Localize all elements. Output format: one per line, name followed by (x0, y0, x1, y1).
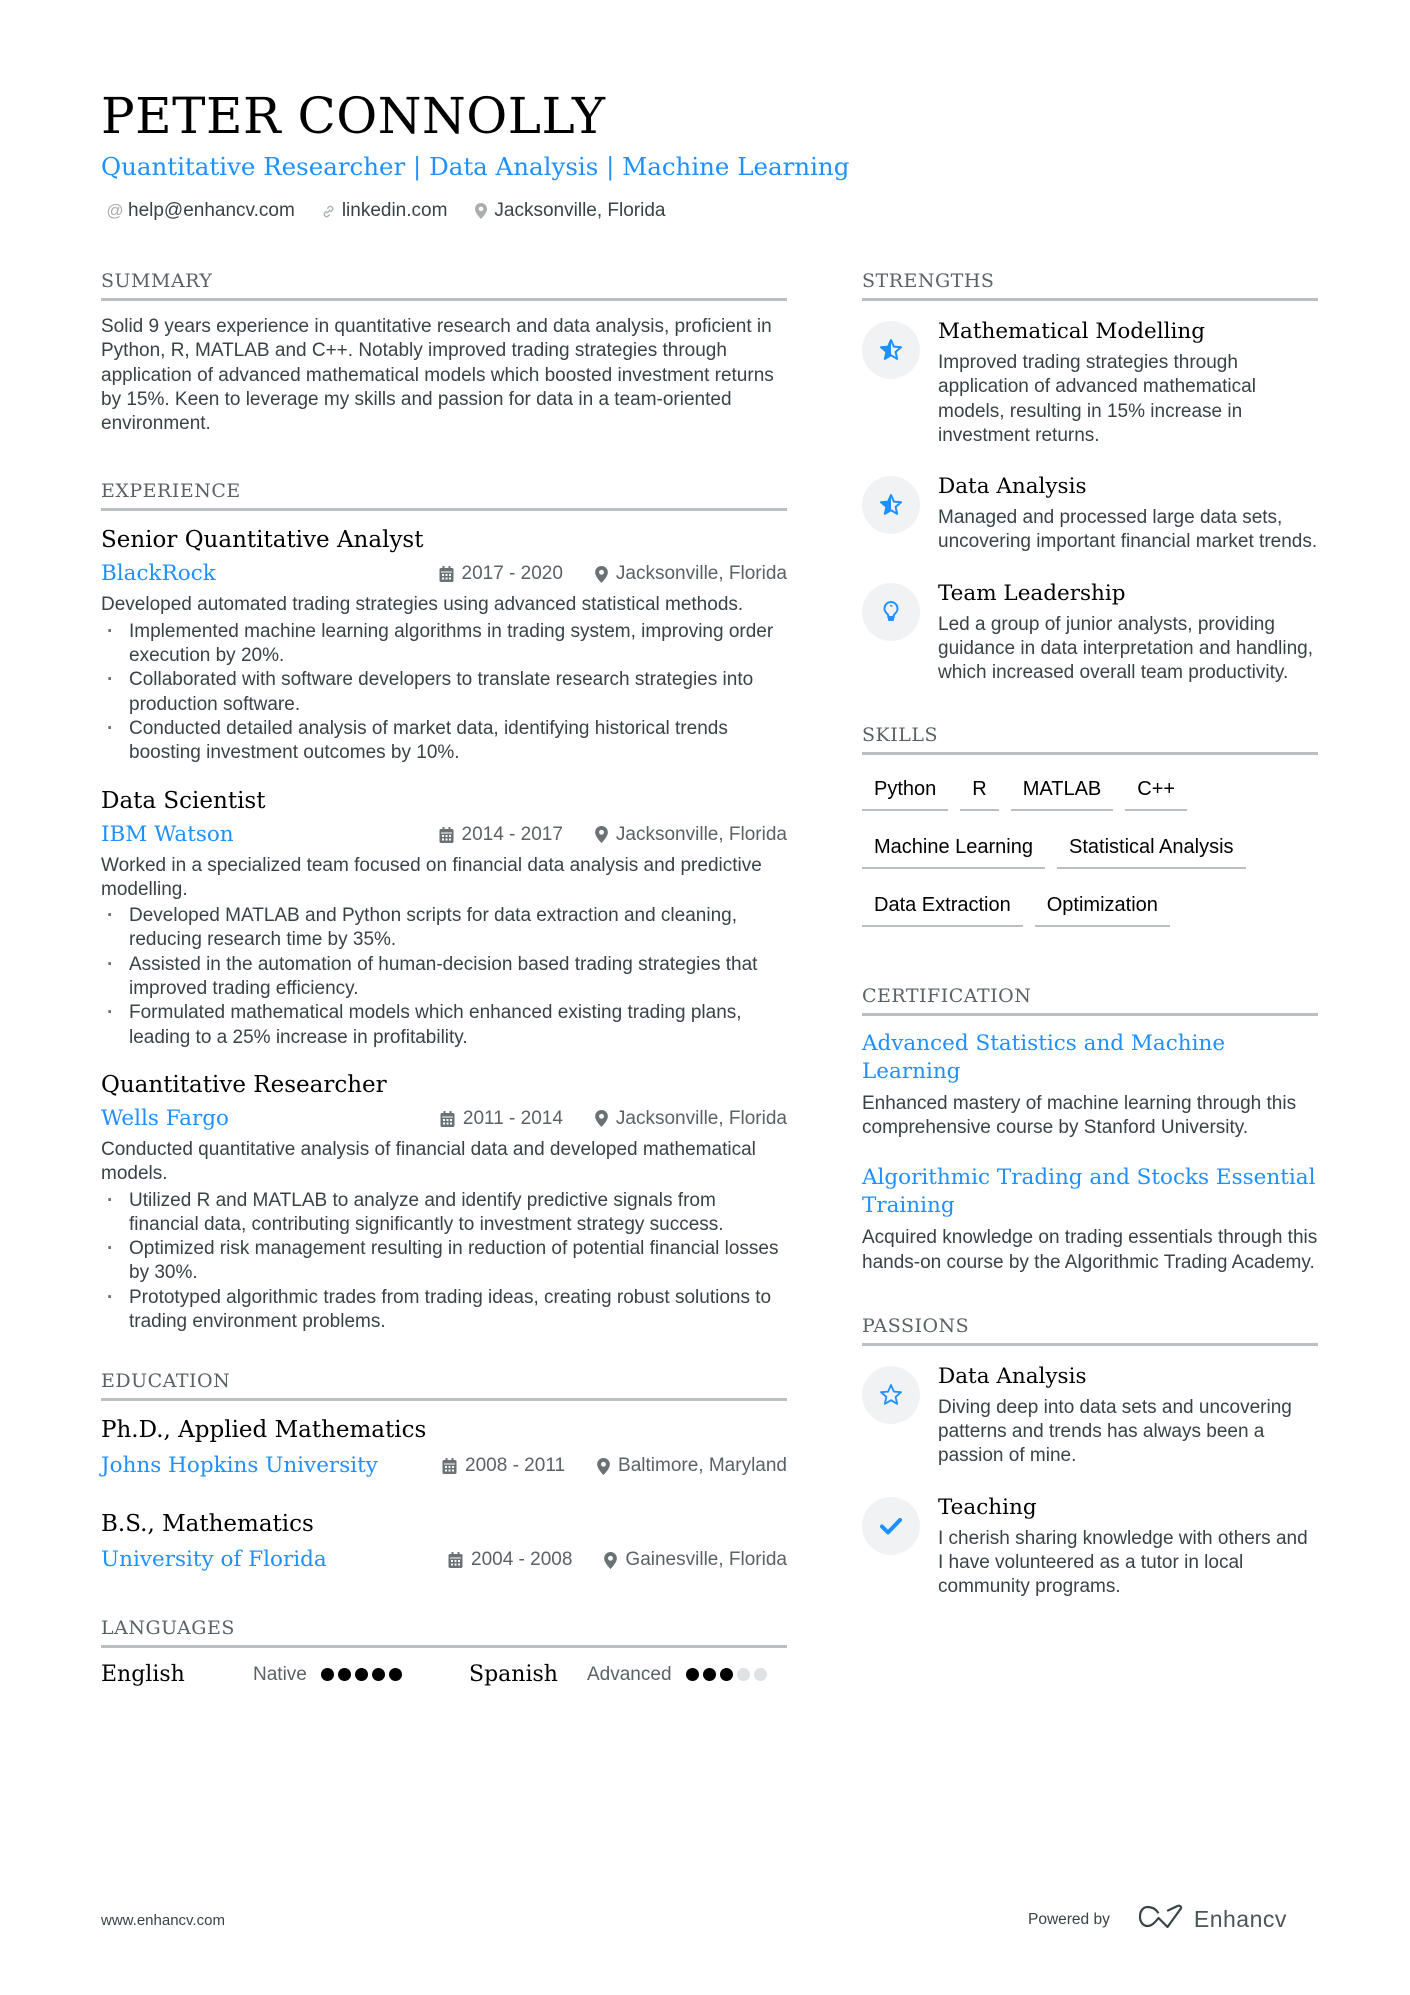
strength-item (862, 321, 1318, 448)
passion-description: Diving deep into data sets and uncovering patterns and trends has always been a passion of mine. (938, 1396, 1292, 1467)
summary-section (101, 268, 787, 436)
bullet-item: · Assisted in the automation of human-decision based trading strategies that improved trading efficiency. (101, 953, 787, 1002)
right-column (862, 268, 1318, 1642)
skill-tag: Machine Learning (862, 833, 1045, 869)
dot-filled (389, 1668, 402, 1681)
education-meta (101, 1451, 787, 1481)
certification-title[interactable]: Advanced Statistics and Machine Learning (862, 1030, 1226, 1084)
certification-description: Enhanced mastery of machine learning through this comprehensive course by Stanford University. (862, 1092, 1297, 1138)
passion-item (862, 1494, 1318, 1600)
calendar-icon (439, 566, 454, 582)
bullet-item: · Conducted detailed analysis of market data, identifying historical trends boosting investment outcomes by 10%. (101, 717, 787, 766)
skill-tag: Data Extraction (862, 891, 1023, 927)
powered-by-label: Powered by (1028, 1910, 1110, 1928)
company-name[interactable]: BlackRock (101, 561, 216, 587)
experience-item (101, 525, 787, 765)
passion-item (862, 1363, 1318, 1469)
bullet-item: · Utilized R and MATLAB to analyze and identify predictive signals from financial data, contributing significantly to investment strategy success. (101, 1189, 787, 1238)
certification-item (862, 1164, 1318, 1275)
job-meta (101, 559, 787, 589)
enhancv-brand: Enhancv (1193, 1906, 1287, 1932)
candidate-name: PETER CONNOLLY (101, 87, 606, 145)
strength-title: Data Analysis (938, 474, 1087, 500)
strength-item (862, 476, 1318, 555)
dot-empty (754, 1668, 767, 1681)
skill-tag: Python (862, 775, 948, 811)
contact-email-label: help@enhancv.com (128, 200, 295, 221)
language-item (469, 1662, 787, 1687)
dot-empty (737, 1668, 750, 1681)
summary-text: Solid 9 years experience in quantitative research and data analysis, proficient in Python, R, MATLAB and C++. Notably improved trading strategies through application of advanced mathematical models which boosted investment returns by 15%. Keen to leverage my skills and passion for data in a team-oriented environment. (101, 316, 774, 435)
footer-website[interactable]: www.enhancv.com (101, 1912, 225, 1929)
powered-by[interactable] (1028, 1904, 1287, 1935)
checkmark-icon (862, 1497, 920, 1555)
calendar-icon (439, 827, 454, 843)
job-location: Jacksonville, Florida (615, 823, 787, 845)
calendar-icon (448, 1552, 463, 1568)
headline: Quantitative Researcher | Data Analysis | Machine Learning (101, 152, 850, 181)
proficiency-dots (321, 1668, 402, 1681)
language-name: Spanish (469, 1662, 558, 1688)
location-pin-icon (595, 566, 608, 583)
skill-tag: C++ (1125, 775, 1187, 811)
contact-location (473, 200, 665, 222)
job-title: Quantitative Researcher (101, 1071, 387, 1098)
language-item (101, 1662, 469, 1687)
dot-filled (355, 1668, 368, 1681)
bullet-item: · Implemented machine learning algorithms in trading system, improving order execution by 20%. (101, 620, 787, 669)
enhancv-logo-icon (1138, 1904, 1186, 1935)
passions-section (862, 1313, 1318, 1600)
company-name[interactable]: Wells Fargo (101, 1105, 229, 1131)
certification-title[interactable]: Algorithmic Trading and Stocks Essential Training (862, 1165, 1316, 1219)
strength-description: Managed and processed large data sets, uncovering important financial market trends. (938, 507, 1318, 553)
job-location: Jacksonville, Florida (615, 563, 787, 585)
strength-title: Mathematical Modelling (938, 319, 1206, 344)
skill-tag: MATLAB (1011, 775, 1114, 811)
education-location: Gainesville, Florida (625, 1549, 787, 1571)
experience-item (101, 786, 787, 1050)
certification-section (862, 983, 1318, 1275)
education-section (101, 1368, 787, 1575)
skills-section (862, 722, 1318, 927)
calendar-icon (442, 1458, 457, 1474)
skill-tag: Statistical Analysis (1057, 833, 1246, 869)
passion-description: I cherish sharing knowledge with others and I have volunteered as a tutor in local community programs. (938, 1527, 1308, 1598)
job-meta (101, 1104, 787, 1134)
section-title-experience: EXPERIENCE (101, 478, 787, 511)
section-title-languages: LANGUAGES (101, 1615, 787, 1648)
bullet-item: · Developed MATLAB and Python scripts for data extraction and cleaning, reducing research time by 35%. (101, 904, 787, 953)
language-level: Native (253, 1663, 307, 1685)
bullet-item: · Prototyped algorithmic trades from trading ideas, creating robust solutions to trading environment problems. (101, 1286, 787, 1335)
star-outline-icon (862, 1366, 920, 1424)
contact-linkedin[interactable] (321, 200, 448, 222)
strengths-section (862, 268, 1318, 686)
bullet-item: · Optimized risk management resulting in reduction of potential financial losses by 30%. (101, 1237, 787, 1286)
job-title: Data Scientist (101, 787, 266, 814)
job-dates: 2011 - 2014 (462, 1107, 563, 1129)
contact-email[interactable] (107, 200, 295, 222)
at-icon: @ (106, 201, 124, 220)
degree: Ph.D., Applied Mathematics (101, 1417, 427, 1444)
lightbulb-icon (862, 583, 920, 641)
strength-title: Team Leadership (938, 580, 1126, 606)
left-column (101, 268, 787, 1729)
education-dates: 2008 - 2011 (465, 1455, 566, 1477)
resume-header (101, 88, 1321, 222)
job-description: Conducted quantitative analysis of financial data and developed mathematical models. (101, 1138, 756, 1185)
experience-section (101, 478, 787, 1334)
bullet-item: · Collaborated with software developers to translate research strategies into production software. (101, 668, 787, 717)
location-pin-icon (604, 1552, 617, 1569)
location-pin-icon (595, 826, 608, 843)
certification-item (862, 1030, 1318, 1141)
section-title-passions: PASSIONS (862, 1313, 1318, 1346)
link-icon (321, 204, 337, 219)
languages-section (101, 1615, 787, 1687)
location-pin-icon (597, 1458, 610, 1475)
job-bullets (101, 1189, 787, 1335)
job-description: Developed automated trading strategies using advanced statistical methods. (101, 594, 744, 616)
skill-tag: Optimization (1035, 891, 1170, 927)
contact-location-label: Jacksonville, Florida (494, 200, 666, 221)
language-name: English (101, 1662, 185, 1688)
job-location: Jacksonville, Florida (615, 1107, 787, 1129)
education-dates: 2004 - 2008 (471, 1549, 573, 1571)
education-meta (101, 1545, 787, 1575)
passion-title: Teaching (938, 1494, 1037, 1520)
location-pin-icon (473, 203, 489, 219)
education-item (101, 1415, 787, 1481)
job-bullets (101, 904, 787, 1050)
education-location: Baltimore, Maryland (618, 1455, 787, 1477)
job-dates: 2014 - 2017 (461, 823, 563, 845)
school-name[interactable]: Johns Hopkins University (101, 1453, 378, 1479)
star-half-icon (862, 321, 920, 379)
proficiency-dots (686, 1668, 767, 1681)
strength-description: Led a group of junior analysts, providing guidance in data interpretation and handling, which increased overall team productivity. (938, 613, 1314, 684)
location-pin-icon (595, 1110, 608, 1127)
school-name[interactable]: University of Florida (101, 1547, 327, 1573)
passion-title: Data Analysis (938, 1363, 1087, 1389)
dot-filled (321, 1668, 334, 1681)
job-dates: 2017 - 2020 (461, 563, 563, 585)
contact-linkedin-label: linkedin.com (341, 200, 448, 221)
strength-description: Improved trading strategies through application of advanced mathematical models, resulting in 15% increase in investment returns. (938, 352, 1256, 446)
section-title-skills: SKILLS (862, 722, 1318, 755)
degree: B.S., Mathematics (101, 1511, 314, 1538)
skills-list (862, 775, 1318, 927)
job-bullets (101, 620, 787, 766)
job-description: Worked in a specialized team focused on financial data analysis and predictive modelling. (101, 854, 762, 900)
language-level: Advanced (587, 1663, 672, 1685)
star-half-icon (862, 476, 920, 534)
job-meta (101, 820, 787, 850)
dot-filled (372, 1668, 385, 1681)
job-title: Senior Quantitative Analyst (101, 527, 424, 554)
company-name[interactable]: IBM Watson (101, 821, 234, 847)
section-title-summary: SUMMARY (101, 268, 787, 301)
dot-filled (338, 1668, 351, 1681)
section-title-strengths: STRENGTHS (862, 268, 1318, 301)
dot-filled (686, 1668, 699, 1681)
section-title-education: EDUCATION (101, 1368, 787, 1401)
strength-item (862, 580, 1318, 686)
calendar-icon (440, 1111, 455, 1127)
dot-filled (703, 1668, 716, 1681)
skill-tag: R (960, 775, 998, 811)
section-title-certification: CERTIFICATION (862, 983, 1318, 1016)
languages-list (101, 1662, 787, 1687)
certification-description: Acquired knowledge on trading essentials through this hands-on course by the Algorithmic Trading Academy. (862, 1227, 1318, 1273)
contact-list (107, 200, 1321, 222)
education-item (101, 1509, 787, 1575)
experience-item (101, 1070, 787, 1334)
dot-filled (720, 1668, 733, 1681)
bullet-item: · Formulated mathematical models which enhanced existing trading plans, leading to a 25% increase in profitability. (101, 1001, 787, 1050)
